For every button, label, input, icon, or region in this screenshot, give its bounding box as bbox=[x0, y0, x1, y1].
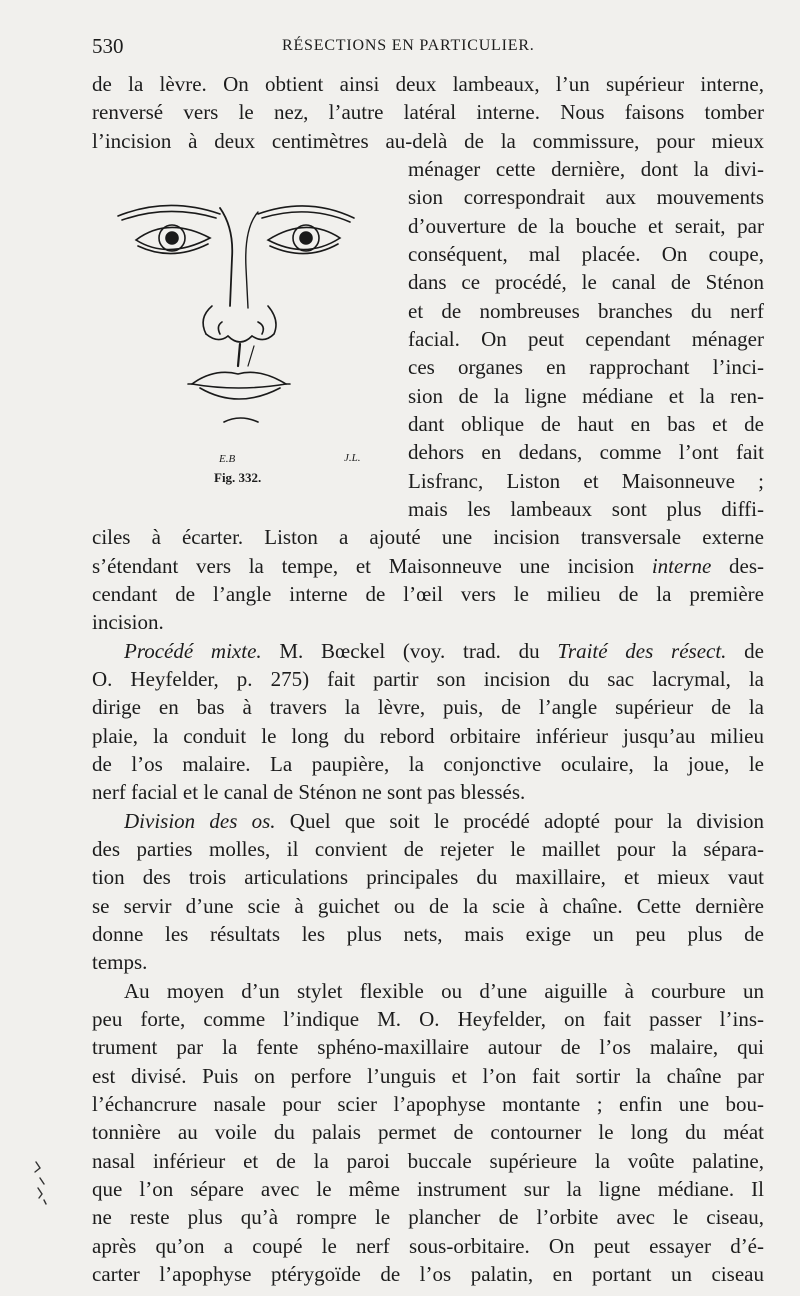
text-line: se servir d’une scie à guichet ou de la scie à chaîne. Cette dernière bbox=[92, 894, 764, 918]
text-line: ménager cette dernière, dont la divi- bbox=[408, 157, 764, 181]
text-line: nerf facial et le canal de Sténon ne sont pas blessés. bbox=[92, 780, 526, 804]
text-line: Au moyen d’un stylet flexible ou d’une aiguille à courbure un bbox=[124, 979, 764, 1003]
text-line: dehors en dedans, comme l’ont fait bbox=[408, 440, 764, 464]
engraver-signature: E.B bbox=[219, 453, 236, 465]
margin-annotation-mark bbox=[30, 1158, 54, 1208]
text-line: Lisfranc, Liston et Maisonneuve ; bbox=[408, 469, 764, 493]
text-line: trument par la fente sphéno-maxillaire autour de l’os malaire, qui bbox=[92, 1035, 764, 1059]
text-line: ciles à écarter. Liston a ajouté une incision transversale externe bbox=[92, 525, 764, 549]
text-line: Procédé mixte. M. Bœckel (voy. trad. du Traité des résect. de bbox=[124, 639, 764, 663]
text-line: plaie, la conduit le long du rebord orbitaire inférieur jusqu’au milieu bbox=[92, 724, 764, 748]
text-line: carter l’apophyse ptérygoïde de l’os palatin, en portant un ciseau bbox=[92, 1262, 764, 1286]
text-line: sion de la ligne médiane et la ren- bbox=[408, 384, 764, 408]
text-line: l’échancrure nasale pour scier l’apophyse montante ; enfin une bou- bbox=[92, 1092, 764, 1116]
text-line: nasal inférieur et de la paroi buccale supérieure la voûte palatine, bbox=[92, 1149, 764, 1173]
text-line: que l’on sépare avec le même instrument sur la ligne médiane. Il bbox=[92, 1177, 764, 1201]
text-line: dirige en bas à travers la lèvre, puis, de l’angle supérieur de la bbox=[92, 695, 764, 719]
text-line: tonnière au voile du palais permet de contourner le long du méat bbox=[92, 1120, 764, 1144]
text-line: après qu’on a coupé le nerf sous-orbitaire. On peut essayer d’é- bbox=[92, 1234, 764, 1258]
text-line: de l’os malaire. La paupière, la conjonctive oculaire, la joue, le bbox=[92, 752, 764, 776]
text-line: conséquent, mal placée. On coupe, bbox=[408, 242, 764, 266]
text-line: d’ouverture de la bouche et serait, par bbox=[408, 214, 764, 238]
artist-signature: J.L. bbox=[344, 452, 361, 464]
text-line: dans ce procédé, le canal de Sténon bbox=[408, 270, 764, 294]
text-line: ne reste plus qu’à rompre le plancher de l’orbite avec le ciseau, bbox=[92, 1205, 764, 1229]
text-line: des parties molles, il convient de rejeter le maillet pour la sépara- bbox=[92, 837, 764, 861]
text-line: mais les lambeaux sont plus diffi- bbox=[408, 497, 764, 521]
text-line: cendant de l’angle interne de l’œil vers le milieu de la première bbox=[92, 582, 764, 606]
text-line: O. Heyfelder, p. 275) fait partir son incision du sac lacrymal, la bbox=[92, 667, 764, 691]
text-line: de la lèvre. On obtient ainsi deux lambeaux, l’un supérieur interne, bbox=[92, 72, 764, 96]
face-illustration bbox=[108, 188, 370, 456]
figure-caption: Fig. 332. bbox=[214, 470, 262, 485]
text-line: et de nombreuses branches du nerf bbox=[408, 299, 764, 323]
text-line: ces organes en rapprochant l’inci- bbox=[408, 355, 764, 379]
text-line: dant oblique de haut en bas et de bbox=[408, 412, 764, 436]
page-number: 530 bbox=[92, 34, 124, 58]
text-line: l’incision à deux centimètres au-delà de la commissure, pour mieux bbox=[92, 129, 764, 153]
text-line: renversé vers le nez, l’autre latéral interne. Nous faisons tomber bbox=[92, 100, 764, 124]
text-line: tion des trois articulations principales du maxillaire, et mieux vaut bbox=[92, 865, 764, 889]
text-line: peu forte, comme l’indique M. O. Heyfelder, on fait passer l’ins- bbox=[92, 1007, 764, 1031]
text-line: facial. On peut cependant ménager bbox=[408, 327, 764, 351]
page-header bbox=[92, 34, 772, 64]
running-title: RÉSECTIONS EN PARTICULIER. bbox=[282, 37, 535, 54]
text-line: sion correspondrait aux mouvements bbox=[408, 185, 764, 209]
text-line: donne les résultats les plus nets, mais exige un peu plus de bbox=[92, 922, 764, 946]
text-line: est divisé. Puis on perfore l’unguis et l’on fait sortir la chaîne par bbox=[92, 1064, 764, 1088]
text-line: Division des os. Quel que soit le procédé adopté pour la division bbox=[124, 809, 764, 833]
text-line: incision. bbox=[92, 610, 164, 634]
text-line: s’étendant vers la tempe, et Maisonneuve une incision interne des- bbox=[92, 554, 764, 578]
text-line: temps. bbox=[92, 950, 148, 974]
